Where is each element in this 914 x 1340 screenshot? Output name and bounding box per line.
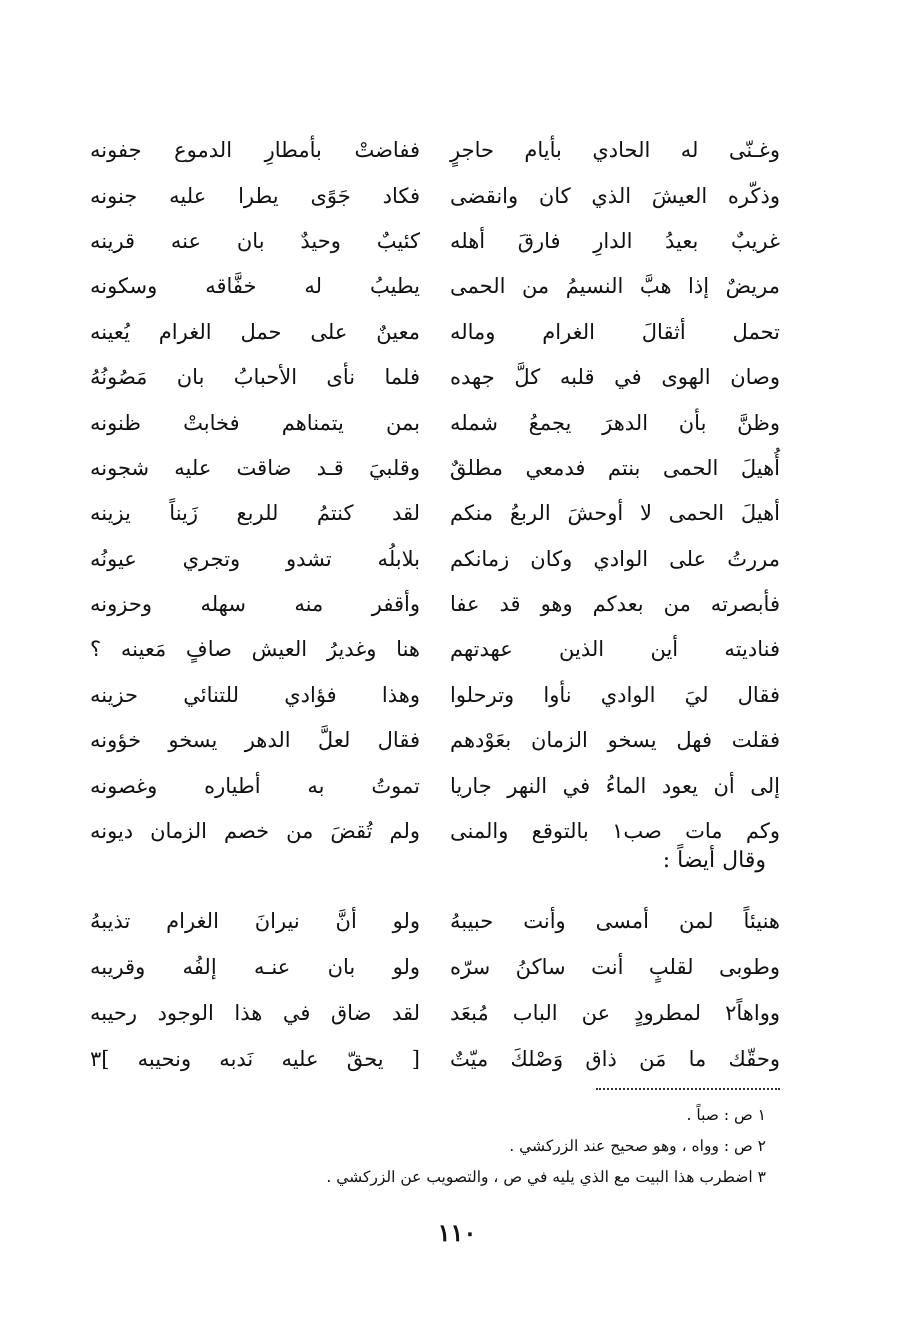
verse bbox=[90, 1036, 780, 1082]
verse bbox=[90, 627, 780, 672]
first-hemistich: وذكّره العيشَ الذي كان وانقضى bbox=[450, 183, 780, 208]
footnote: ١ ص : صباً . bbox=[686, 1106, 766, 1124]
second-hemistich: يطيبُ له خفَّاقه وسكونه bbox=[90, 274, 420, 299]
first-hemistich: إلى أن يعود الماءُ في النهر جاريا bbox=[450, 773, 780, 798]
second-hemistich: فقال لعلَّ الدهر يسخو خؤونه bbox=[90, 728, 420, 753]
footnote: ٢ ص : وواه ، وهو صحيح عند الزركشي . bbox=[509, 1137, 766, 1155]
second-hemistich: فلما نأى الأحبابُ بان مَصُونُهُ bbox=[90, 365, 420, 390]
first-hemistich: وظنَّ بأن الدهرَ يجمعُ شمله bbox=[450, 410, 780, 435]
first-hemistich: أُهيلَ الحمى بنتم فدمعي مطلقٌ bbox=[450, 455, 780, 480]
first-hemistich: وواهاً٢ لمطرودٍ عن الباب مُبعَد bbox=[450, 1000, 780, 1025]
verse bbox=[90, 673, 780, 718]
first-hemistich: وطوبى لقلبٍ أنت ساكنُ سرّه bbox=[450, 954, 780, 979]
first-hemistich: أهيلَ الحمى لا أوحشَ الربعُ منكم bbox=[450, 501, 780, 526]
verse bbox=[90, 264, 780, 309]
second-hemistich: لقد ضاق في هذا الوجود رحيبه bbox=[90, 1000, 420, 1025]
verse bbox=[90, 582, 780, 627]
second-hemistich: ففاضتْ بأمطارِ الدموع جفونه bbox=[90, 138, 420, 163]
verse bbox=[90, 128, 780, 173]
first-hemistich: تحمل أثقالَ الغرام وماله bbox=[450, 319, 780, 344]
first-hemistich: هنيئاً لمن أمسى وأنت حبيبهُ bbox=[450, 908, 780, 933]
second-hemistich: ولم تُقضَ من خصم الزمان ديونه bbox=[90, 819, 420, 844]
second-hemistich: بلابلُه تشدو وتجري عيونُه bbox=[90, 546, 420, 571]
poem-main bbox=[90, 128, 780, 854]
verse bbox=[90, 990, 780, 1036]
verse bbox=[90, 173, 780, 218]
first-hemistich: وصان الهوى في قلبه كلَّ جهده bbox=[450, 365, 780, 390]
first-hemistich: وكم مات صب١ بالتوقع والمنى bbox=[450, 819, 780, 844]
verse bbox=[90, 718, 780, 763]
first-hemistich: فناديته أين الذين عهدتهم bbox=[450, 637, 780, 662]
first-hemistich: وغـنّى له الحادي بأيام حاجرٍ bbox=[450, 138, 780, 163]
second-hemistich: هنا وغديرُ العيش صافٍ مَعينه ؟ bbox=[90, 637, 420, 662]
poem-intro: وقال أيضاً : bbox=[662, 848, 766, 873]
verse bbox=[90, 355, 780, 400]
footnote: ٣ اضطرب هذا البيت مع الذي يليه في ص ، والتصويب عن الزركشي . bbox=[326, 1168, 766, 1186]
first-hemistich: مررتُ على الوادي وكان زمانكم bbox=[450, 546, 780, 571]
verse bbox=[90, 898, 780, 944]
second-hemistich: معينٌ على حمل الغرام يُعينه bbox=[90, 319, 420, 344]
second-hemistich: لقد كنتمُ للربع زَيناً يزينه bbox=[90, 501, 420, 526]
second-hemistich: ولو أنَّ نيرانَ الغرام تذيبهُ bbox=[90, 908, 420, 933]
first-hemistich: فقلت فهل يسخو الزمان بعَوْدهم bbox=[450, 728, 780, 753]
verse bbox=[90, 491, 780, 536]
poem-second bbox=[90, 898, 780, 1082]
second-hemistich: فكاد جَوًى يطرا عليه جنونه bbox=[90, 183, 420, 208]
first-hemistich: فأبصرته من بعدكم وهو قد عفا bbox=[450, 592, 780, 617]
second-hemistich: كئيبٌ وحيدٌ بان عنه قرينه bbox=[90, 228, 420, 253]
verse bbox=[90, 763, 780, 808]
second-hemistich: تموتُ به أطياره وغصونه bbox=[90, 773, 420, 798]
footnotes bbox=[126, 1100, 766, 1193]
first-hemistich: وحقّك ما مَن ذاق وَصْلكَ ميّتٌ bbox=[450, 1046, 780, 1071]
verse bbox=[90, 446, 780, 491]
verse bbox=[90, 310, 780, 355]
second-hemistich: [ يحقّ عليه نَدبه ونحيبه ]٣ bbox=[90, 1046, 420, 1071]
second-hemistich: وهذا فؤادي للتنائي حزينه bbox=[90, 682, 420, 707]
second-hemistich: بمن يتمناهم فخابتْ ظنونه bbox=[90, 410, 420, 435]
first-hemistich: مريضٌ إذا هبَّ النسيمُ من الحمى bbox=[450, 274, 780, 299]
footnote-divider bbox=[596, 1088, 780, 1090]
page-number: ١١٠ bbox=[437, 1218, 477, 1247]
first-hemistich: فقال ليَ الوادي نأوا وترحلوا bbox=[450, 682, 780, 707]
verse bbox=[90, 400, 780, 445]
second-hemistich: وقلبيَ قـد ضاقت عليه شجونه bbox=[90, 455, 420, 480]
first-hemistich: غريبٌ بعيدُ الدارِ فارقَ أهله bbox=[450, 228, 780, 253]
verse bbox=[90, 537, 780, 582]
verse bbox=[90, 219, 780, 264]
verse bbox=[90, 944, 780, 990]
second-hemistich: وأقفر منه سهله وحزونه bbox=[90, 592, 420, 617]
second-hemistich: ولو بان عنـه إلفُه وقريبه bbox=[90, 954, 420, 979]
